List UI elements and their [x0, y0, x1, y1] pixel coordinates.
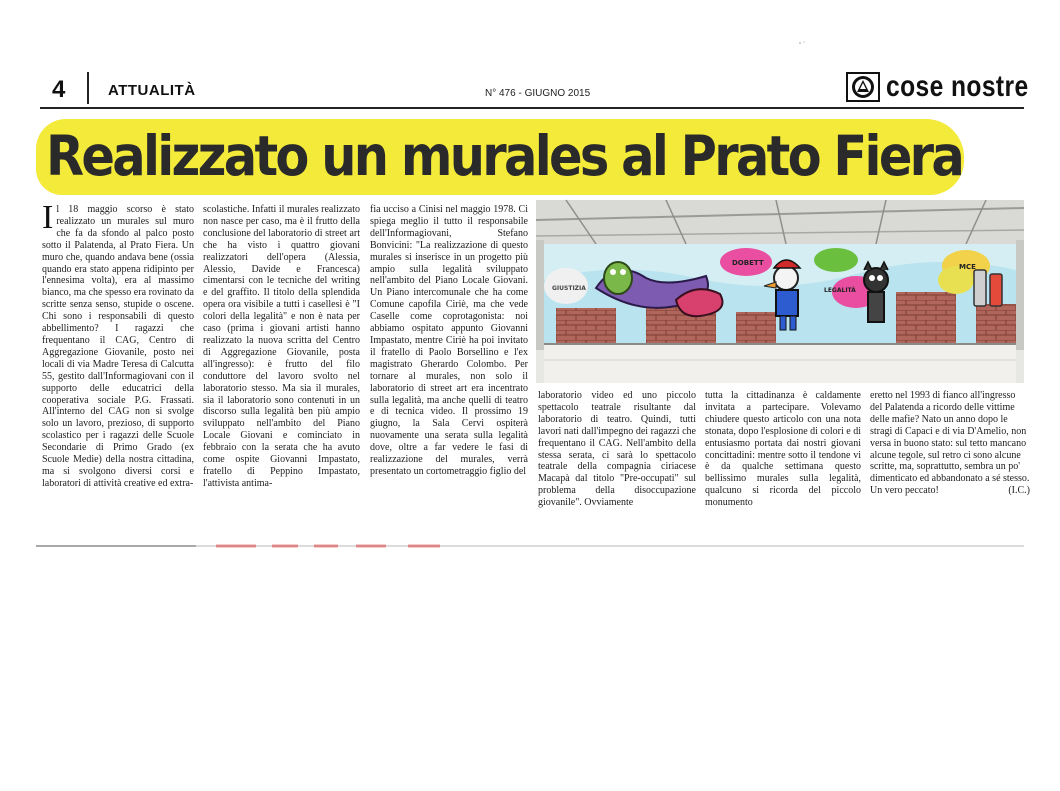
drop-cap: I [42, 199, 54, 236]
column-1-text: l 18 maggio scorso è stato realizzato un murales sul muro che fa da sfondo al palco posto sotto il Palatenda, al Prato Fiera. Un muro che, quando andava bene (ossia quando era stato appena ridipinto per l'ennesima volta), era al massimo bianco, ma che spesso era rovinato da scritte senza senso, stupide o oscene. Chi sono i responsabili di questo abbellimento? I ragazzi che frequentano il CAG, Centro di Aggregazione Giovanile, posto nei locali di via Madre Teresa di Calcutta 55, gestito dall'Informagiovani con il supporto delle educatrici della cooperativa sociale P.G. Frassati. All'interno del CAG non si svolge solo un lavoro, prezioso, di supporto scolastico per i ragazzi delle Scuole Secondarie di Primo Grado (ex Scuole Medie) della nostra cittadina, ma si svolgono diversi corsi e laboratori di attività creative ed extra- [42, 204, 194, 489]
article-column-1 [42, 199, 194, 490]
article-column-2: scolastiche. Infatti il murales realizzato non nasce per caso, ma è il frutto della conclusione del laboratorio di street art che ha visto i quattro giovani realizzatori dell'opera (Alessia, Alessio, Davide e Francesca) cimentarsi con le tecniche del writing e del graffito. Il titolo della splendida opera ora visibile a tutti i casellesi è "I colori della legalità" e non è nata per caso (prima i giovani artisti hanno realizzato la nuova scritta del Centro di Aggregazione Giovanile, posta all'ingresso): è frutto del filo conduttore del lavoro svolto nel laboratorio stesso. Ma sia il murales, sia il laboratorio sono contenuti in un discorso sulla legalità ben più ampio sviluppato nell'ambito del Piano Locale Giovani e cominciato in febbraio con la serata che ha avuto come ospite Giovanni Impastato, fratello di Peppino Impastato, l'attivista antima- [203, 204, 360, 489]
mural-label-mce: MCE [959, 263, 976, 271]
column-6-text: eretto nel 1993 di fianco all'ingresso del Palatenda a ricordo delle vittime delle mafie? Nato un anno dopo le stragi di Capaci e di via D'Amelio, non versa in buono stato: sul tetto mancano alcune tegole, sul retro ci sono alcune scritte, ma, soprattutto, sembra un po' dimenticato ed abbandonato a sé stesso. Un vero peccato! [870, 390, 1030, 497]
article-column-3: fia ucciso a Cinisi nel maggio 1978. Ci spiega meglio il tutto il responsabile dell'Informagiovani, Stefano Bonvicini: "La realizzazione di questo murales si inserisce in un progetto più ampio sulla legalità sviluppato nell'ambito del Piano Locale Giovani. Un Piano intercomunale che ha come Comune capofila Ciriè, ma che vede Caselle come coprotagonista: noi abbiamo ospitato appunto Giovanni Impastato, mentre Ciriè ha poi invitato il fratello di Paolo Borsellino e l'ex magistrato Gherardo Colombo. Per tornare al murales, non solo il laboratorio di street art era incentrato sulla legalità, ma anche quelli di teatro e di tecnica video. Il prossimo 19 giugno, la Sala Cervi ospiterà nuovamente una serata sulla legalità dove, oltre a far vedere le fasi di realizzazione del murales, verrà presentato un cortometraggio figlio del [370, 204, 528, 477]
mural-label-giustizia: GIUSTIZIA [552, 285, 586, 292]
mural-photo [536, 200, 1024, 383]
masthead-logo-icon [846, 72, 880, 102]
issue-info: N° 476 - GIUGNO 2015 [485, 88, 591, 99]
masthead [846, 70, 1060, 104]
article-column-5: tutta la cittadinanza è caldamente invitata a partecipare. Volevamo chiudere questo articolo con una nota stonata, dopo l'esplosione di colori e di entusiasmo portata dai nostri giovani concittadini: mentre sotto il tendone vi è da qualche settimana questo bellissimo murales sulla legalità, qualcuno si ricorda del piccolo monumento [705, 390, 861, 509]
article-column-6 [870, 390, 1030, 497]
header-separator [87, 72, 89, 104]
scan-edge [36, 536, 1024, 542]
mural-character-turtle [604, 262, 632, 294]
mural-character-cat [864, 262, 888, 322]
page-number: 4 [52, 76, 66, 103]
mural-label-legalita: LEGALITÀ [824, 287, 856, 294]
author-signature: (I.C.) [1008, 485, 1030, 497]
article-headline: Realizzato un murales al Prato Fiera [46, 124, 963, 188]
header-rule [40, 107, 1024, 109]
mural-label-dobett: DOBETT [732, 259, 764, 267]
article-column-4: laboratorio video ed uno piccolo spettacolo teatrale risultante dal laboratorio di teatro. Quindi, tutti lavori nati dall'impegno dei ragazzi che frequentano il CAG. Nell'ambito della stessa serata, ci sarà lo spettacolo teatrale della compagnia ciriacese Macapà dal titolo "Pre-occupati" sul problema della disoccupazione giovanile". Ovviamente [538, 390, 696, 509]
section-label: ATTUALITÀ [108, 82, 196, 99]
mural-photo-icon [536, 200, 1024, 383]
scan-speck [799, 32, 805, 36]
masthead-name: cose nostre [886, 70, 1029, 103]
